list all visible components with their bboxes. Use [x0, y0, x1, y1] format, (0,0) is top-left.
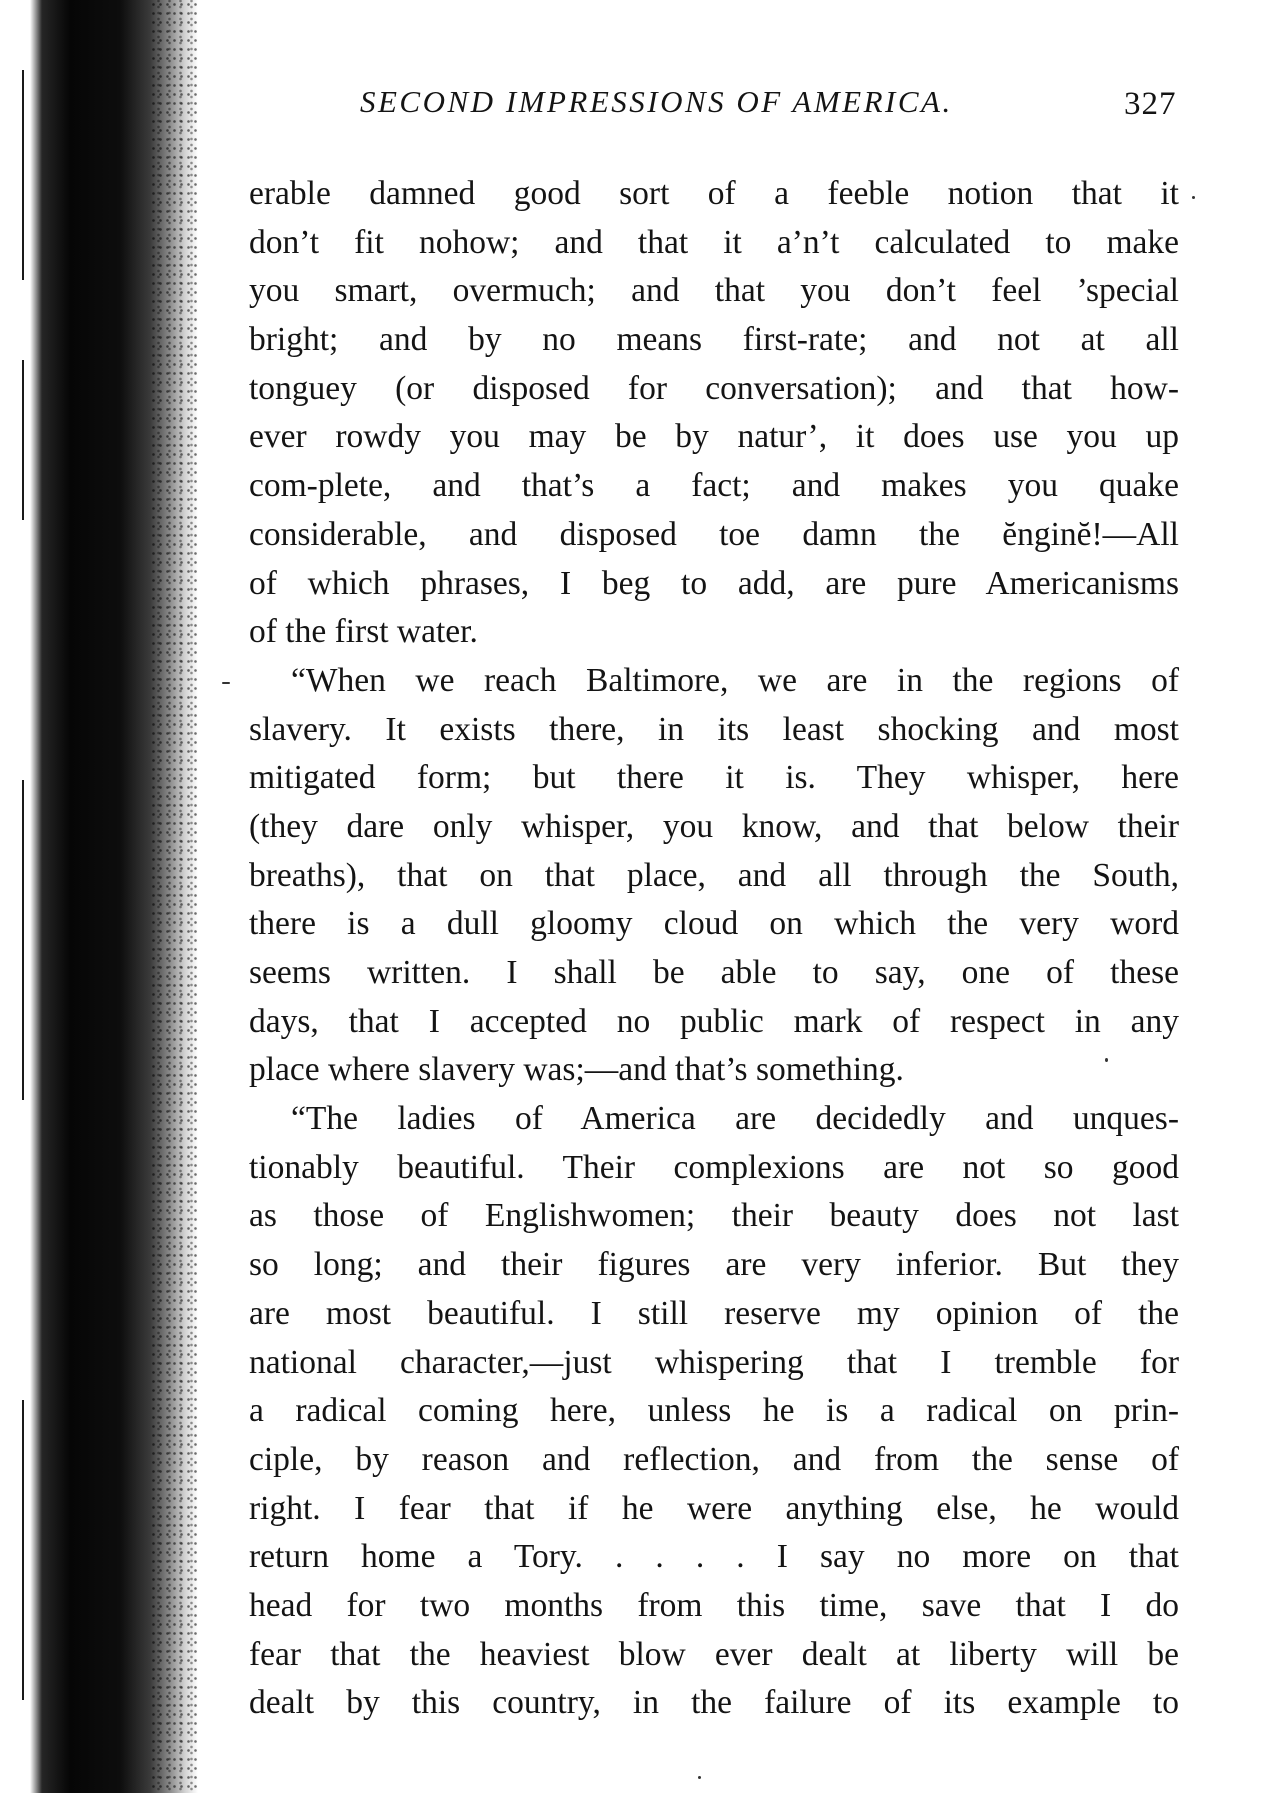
text-line: ciple, by reason and reflection, and from the sense of [249, 1440, 1179, 1478]
running-header: SECOND IMPRESSIONS OF AMERICA. [360, 84, 953, 119]
text-line: fear that the heaviest blow ever dealt at liberty will be [249, 1635, 1179, 1673]
text-line: tonguey (or disposed for conversation); and that how- [249, 369, 1179, 407]
text-line: you smart, overmuch; and that you don’t feel ’special [249, 272, 1179, 310]
text-line: days, that I accepted no public mark of respect in any [249, 1002, 1179, 1040]
text-line: right. I fear that if he were anything else, he would [249, 1489, 1179, 1527]
text-line: national character,—just whispering that I tremble for [249, 1343, 1179, 1381]
text-line: erable damned good sort of a feeble notion that it [249, 175, 1179, 212]
text-line: a radical coming here, unless he is a radical on prin- [249, 1392, 1179, 1430]
text-line: seems written. I shall be able to say, one of these [249, 954, 1179, 991]
gutter-mark [22, 780, 24, 1100]
text-line: there is a dull gloomy cloud on which the very word [249, 905, 1179, 943]
text-line: breaths), that on that place, and all through the South, [249, 856, 1179, 894]
text-line: ever rowdy you may be by natur’, it does use you up [249, 418, 1179, 456]
text-line: don’t fit nohow; and that it a’n’t calculated to make [249, 223, 1179, 261]
gutter-mark [22, 1400, 24, 1700]
text-line: place where slavery was;—and that’s something. [249, 1051, 904, 1089]
text-line: so long; and their figures are very inferior. But they [249, 1246, 1179, 1284]
text-line: of the first water. [249, 613, 478, 651]
text-line: mitigated form; but there it is. They whisper, here [249, 759, 1179, 797]
text-line: are most beautiful. I still reserve my opinion of the [249, 1294, 1179, 1332]
scan-speck [1192, 196, 1195, 199]
gutter-speckle [150, 0, 198, 1793]
text-line: bright; and by no means first-rate; and not at all [249, 321, 1179, 359]
text-line: (they dare only whisper, you know, and that below their [249, 807, 1179, 845]
text-line: as those of Englishwomen; their beauty does not last [249, 1197, 1179, 1235]
scan-speck [222, 682, 230, 684]
text-line: head for two months from this time, save that I do [249, 1586, 1179, 1624]
text-line: return home a Tory. . . . . I say no more on that [249, 1538, 1179, 1576]
gutter-mark [22, 360, 24, 520]
scan-speck [698, 1776, 701, 1779]
text-line: slavery. It exists there, in its least shocking and most [249, 710, 1179, 748]
text-line: of which phrases, I beg to add, are pure Americanisms [249, 564, 1179, 602]
text-line: com-plete, and that’s a fact; and makes you quake [249, 467, 1179, 505]
body-text [249, 170, 1179, 1728]
text-line: considerable, and disposed toe damn the ĕnginĕ!—All [249, 515, 1179, 553]
gutter-mark [22, 70, 24, 280]
text-line: tionably beautiful. Their complexions are not so good [249, 1148, 1179, 1186]
text-line: dealt by this country, in the failure of its example to [249, 1684, 1179, 1722]
text-line: “The ladies of America are decidedly and unques- [291, 1100, 1179, 1138]
text-line: “When we reach Baltimore, we are in the regions of [291, 661, 1179, 699]
page-number: 327 [1124, 86, 1177, 122]
scan-speck [1105, 1058, 1108, 1062]
